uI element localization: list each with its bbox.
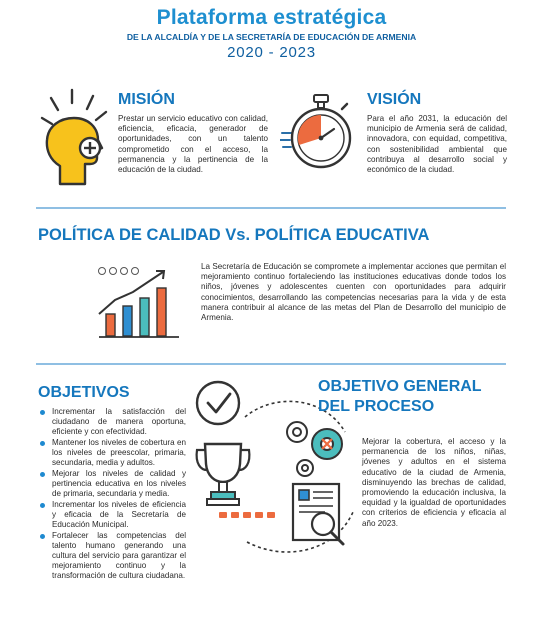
objetivo-item: Incrementar la satisfacción del ciudadano de manera oportuna, eficiente y con efectividad. xyxy=(40,407,186,437)
objetivo-item: Incrementar los niveles de eficiencia y eficacia de la Secretaría de Educación Municipal. xyxy=(40,500,186,530)
mision-heading: MISIÓN xyxy=(118,91,175,108)
objetivo-general-heading-line1: OBJETIVO GENERAL xyxy=(318,378,482,395)
objetivo-item: Mejorar los niveles de calidad y pertinencia educativa en los niveles de primaria, secundaria y media. xyxy=(40,469,186,499)
growth-chart-icon xyxy=(93,266,193,344)
objetivo-general-text: Mejorar la cobertura, el acceso y la permanencia de los niños, niñas, jóvenes y adultos en el sistema educativo de la ciudad de Armenia, disminuyendo las brechas de calidad, promoviendo la educación inclusiva, la equidad y la igualdad de oportunidades con criterios de eficiencia y eficacia al año 2023. xyxy=(362,437,506,528)
divider-bottom xyxy=(36,363,506,365)
objetivo-general-heading-line2: DEL PROCESO xyxy=(318,398,435,415)
page-subtitle: DE LA ALCALDÍA Y DE LA SECRETARÍA DE EDUCACIÓN DE ARMENIA xyxy=(126,32,417,42)
vision-text: Para el año 2031, la educación del municipio de Armenia será de calidad, innovadora, con equidad, competitiva, con sostenibilidad ambiental que contribuya al desarrollo social y económico de la ciudad. xyxy=(367,114,507,175)
page-title: Plataforma estratégica xyxy=(156,6,387,29)
politica-text: La Secretaría de Educación se compromete a implementar acciones que permitan el mejoramiento continuo fortaleciendo las instituciones educativas donde todos los niños, jóvenes y adolescentes cuenten con oportunidades para adquirir conocimientos, desarrollando las competencias necesarias para la vida y de esta manera contribuir al alcance de las metas del Plan de Desarrollo del municipio de Armenia. xyxy=(201,262,506,323)
vision-heading: VISIÓN xyxy=(367,91,422,108)
objetivos-heading: OBJETIVOS xyxy=(38,384,130,401)
period-years: 2020 - 2023 xyxy=(227,44,316,61)
objetivo-item: Fortalecer las competencias del talento humano generando una cultura del servicio para garantizar el mejoramiento continuo y la transformación de cultura ciudadana. xyxy=(40,531,186,581)
mision-text: Prestar un servicio educativo con calidad, eficiencia, eficacia, generador de oportunidades, con un talento comprometido con el acceso, la permanencia y la pertinencia de la educación de la ciudad. xyxy=(118,114,268,175)
head-lightbulb-icon xyxy=(38,88,110,188)
politica-heading: POLÍTICA DE CALIDAD Vs. POLÍTICA EDUCATIVA xyxy=(38,226,430,244)
divider-top xyxy=(36,207,506,209)
stopwatch-icon xyxy=(280,93,358,183)
objetivo-item: Mantener los niveles de cobertura en los niveles de preescolar, primaria, secundaria, media y adultos. xyxy=(40,438,186,468)
objetivos-list xyxy=(40,407,186,582)
